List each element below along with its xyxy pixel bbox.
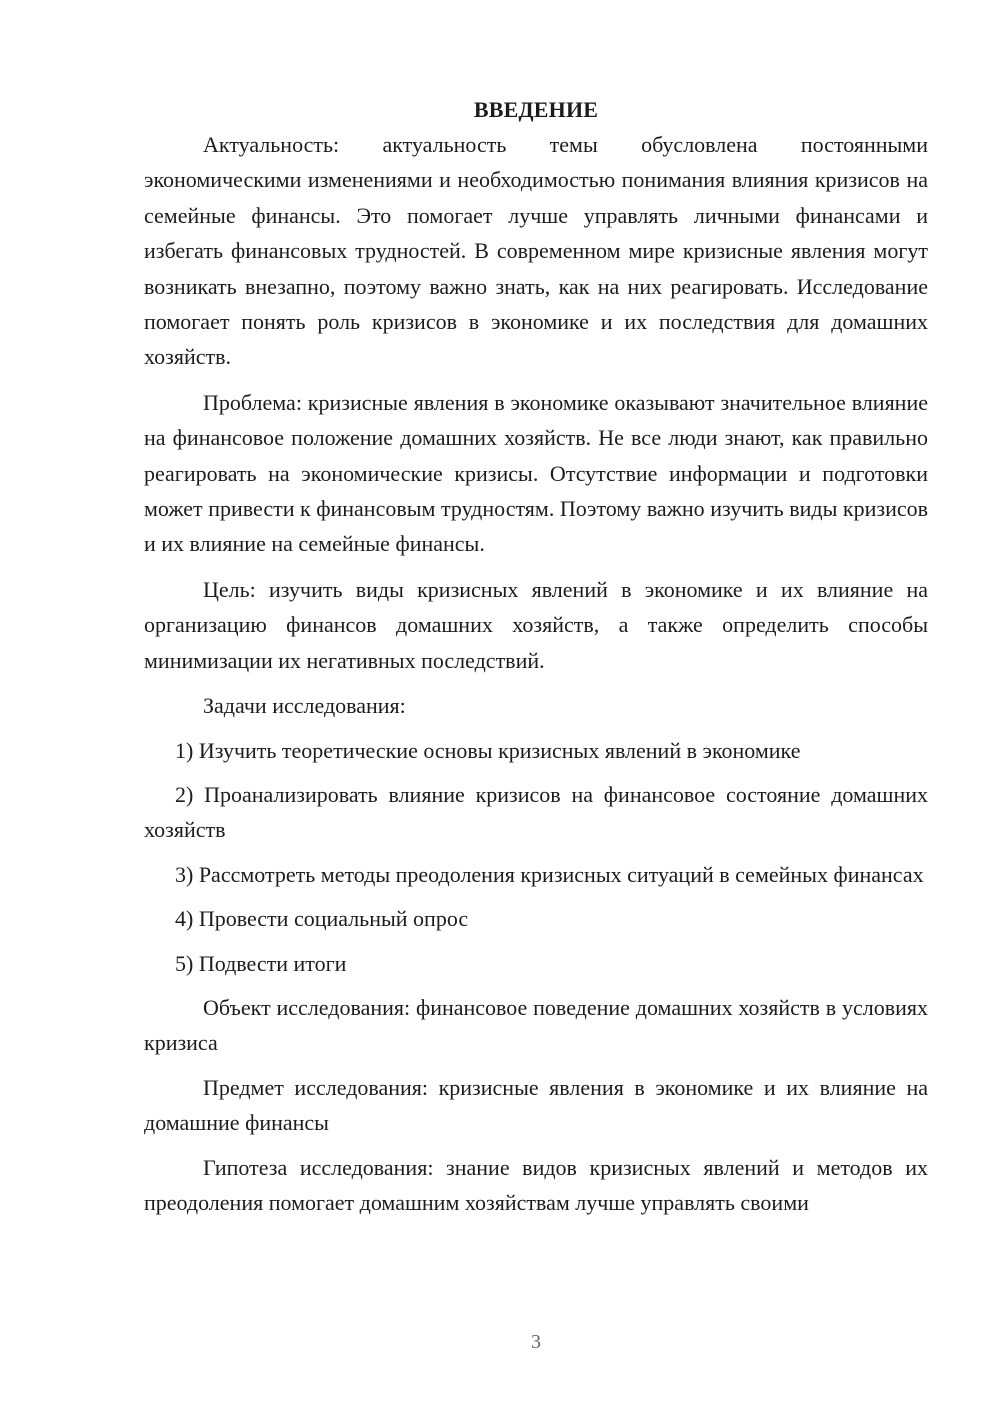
paragraph-hypothesis: Гипотеза исследования: знание видов кризисных явлений и методов их преодоления помогает домашним хозяйствам лучше управлять своими	[144, 1154, 928, 1215]
task-item-5: 5) Подвести итоги	[175, 950, 347, 976]
page-title: ВВЕДЕНИЕ	[473, 97, 599, 122]
paragraph-goal: Цель: изучить виды кризисных явлений в экономике и их влияние на организацию финансов домашних хозяйств, а также определить способы минимизации их негативных последствий.	[144, 576, 928, 673]
task-item-1: 1) Изучить теоретические основы кризисных явлений в экономике	[175, 737, 801, 763]
paragraph-problem: Проблема: кризисные явления в экономике оказывают значительное влияние на финансовое положение домашних хозяйств. Не все люди знают, как правильно реагировать на экономические кризисы. Отсутствие информации и подготовки может привести к финансовым трудностям. Поэтому важно изучить виды кризисов и их влияние на семейные финансы.	[144, 389, 928, 557]
task-item-4: 4) Провести социальный опрос	[175, 906, 469, 932]
page-number: 3	[531, 1331, 541, 1353]
paragraph-subject: Предмет исследования: кризисные явления в экономике и их влияние на домашние финансы	[144, 1074, 928, 1136]
paragraph-relevance: Актуальность: актуальность темы обусловлена постоянными экономическими изменениями и необходимостью понимания влияния кризисов на семейные финансы. Это помогает лучше управлять личными финансами и избегать финансовых трудностей. В современном мире кризисные явления могут возникать внезапно, поэтому важно знать, как на них реагировать. Исследование помогает понять роль кризисов в экономике и их последствия для домашних хозяйств.	[144, 132, 928, 370]
paragraph-object: Объект исследования: финансовое поведение домашних хозяйств в условиях кризиса	[144, 994, 928, 1056]
task-item-2: 2) Проанализировать влияние кризисов на финансовое состояние домашних хозяйств	[144, 781, 928, 843]
document-page	[144, 92, 928, 1220]
task-item-3: 3) Рассмотреть методы преодоления кризисных ситуаций в семейных финансах	[175, 861, 924, 887]
tasks-heading: Задачи исследования:	[203, 693, 406, 719]
